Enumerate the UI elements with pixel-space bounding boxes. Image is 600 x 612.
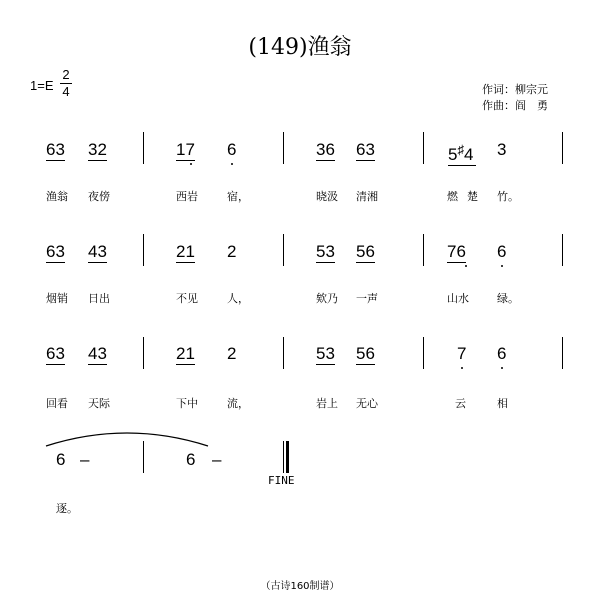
bar-line [423,337,424,369]
note: 6 [227,140,237,159]
low-octave-dot [465,265,467,267]
note: 5 [448,145,458,164]
lyric: 欸乃 [316,292,338,305]
note: 7 [457,344,467,363]
bar-line [423,132,424,164]
note-group: 43 [88,242,107,261]
note-group: 63 [46,242,65,261]
note-group: 63 [356,140,375,159]
note: 6 [186,450,196,469]
lyric: 相 [497,397,508,410]
lyric: 云 [455,397,466,410]
note-group: 76 [447,242,466,261]
composer: 作曲：阎 勇 [482,99,548,112]
lyric: 燃 [447,190,458,203]
note-group: 21 [176,344,195,363]
lyric: 夜傍 [88,190,110,203]
low-octave-dot [231,163,233,165]
bar-line [562,132,563,164]
final-bar-thick [286,441,289,473]
note: 2 [227,344,237,363]
note: 3 [497,140,507,159]
bar-line [143,337,144,369]
bar-line [143,234,144,266]
sharp-sign: ♯ [457,142,464,157]
note-group: 43 [88,344,107,363]
lyric: 逐。 [56,502,78,515]
note-group: 56 [356,344,375,363]
note-group: 63 [46,344,65,363]
note-group: 53 [316,242,335,261]
lyric: 绿。 [497,292,519,305]
note-group: 53 [316,344,335,363]
bar-line [283,337,284,369]
final-bar-thin [283,441,284,473]
note-group: 36 [316,140,335,159]
note: 6 [56,450,66,469]
time-numerator: 2 [62,67,70,82]
lyric: 不见 [176,292,198,305]
song-title: (149)渔翁 [248,35,352,60]
lyric: 无心 [356,397,378,410]
lyric: 渔翁 [46,190,68,203]
lyric: 岩上 [316,397,338,410]
fine-marking: FINE [268,474,295,487]
lyric: 宿， [227,190,249,203]
low-octave-dot [501,367,503,369]
lyric: 西岩 [176,190,198,203]
lyric: 楚 [467,190,478,203]
time-denominator: 4 [62,84,70,99]
note-group: 32 [88,140,107,159]
tie-slur [44,426,210,448]
bar-line [283,132,284,164]
dash: – [80,450,90,469]
note: 2 [227,242,237,261]
note-group: 56 [356,242,375,261]
lyric: 清湘 [356,190,378,203]
note: 6 [497,344,507,363]
lyric: 流， [227,397,249,410]
bar-line [283,234,284,266]
lyric: 一声 [356,292,378,305]
lyric: 竹。 [497,190,519,203]
lyric: 晓汲 [316,190,338,203]
credits [482,82,548,114]
lyric: 回看 [46,397,68,410]
lyric: 烟销 [46,292,68,305]
lyric: 山水 [447,292,469,305]
lyric: 人， [227,292,249,305]
low-octave-dot [501,265,503,267]
lyric: 下中 [176,397,198,410]
bar-line [562,337,563,369]
bar-line [143,441,144,473]
key-signature: 1=E [30,78,54,93]
note-group: 17 [176,140,195,159]
note-group [448,140,476,166]
low-octave-dot [190,163,192,165]
bar-line [562,234,563,266]
low-octave-dot [461,367,463,369]
bar-line [423,234,424,266]
note: 6 [497,242,507,261]
footer-note: （古诗160制谱） [260,581,340,592]
note-group: 21 [176,242,195,261]
time-signature [60,68,72,99]
note: 4 [463,145,474,164]
note-group: 63 [46,140,65,159]
lyric: 日出 [88,292,110,305]
lyric: 天际 [88,397,110,410]
lyricist: 作词：柳宗元 [482,83,548,96]
dash: – [212,450,222,469]
bar-line [143,132,144,164]
